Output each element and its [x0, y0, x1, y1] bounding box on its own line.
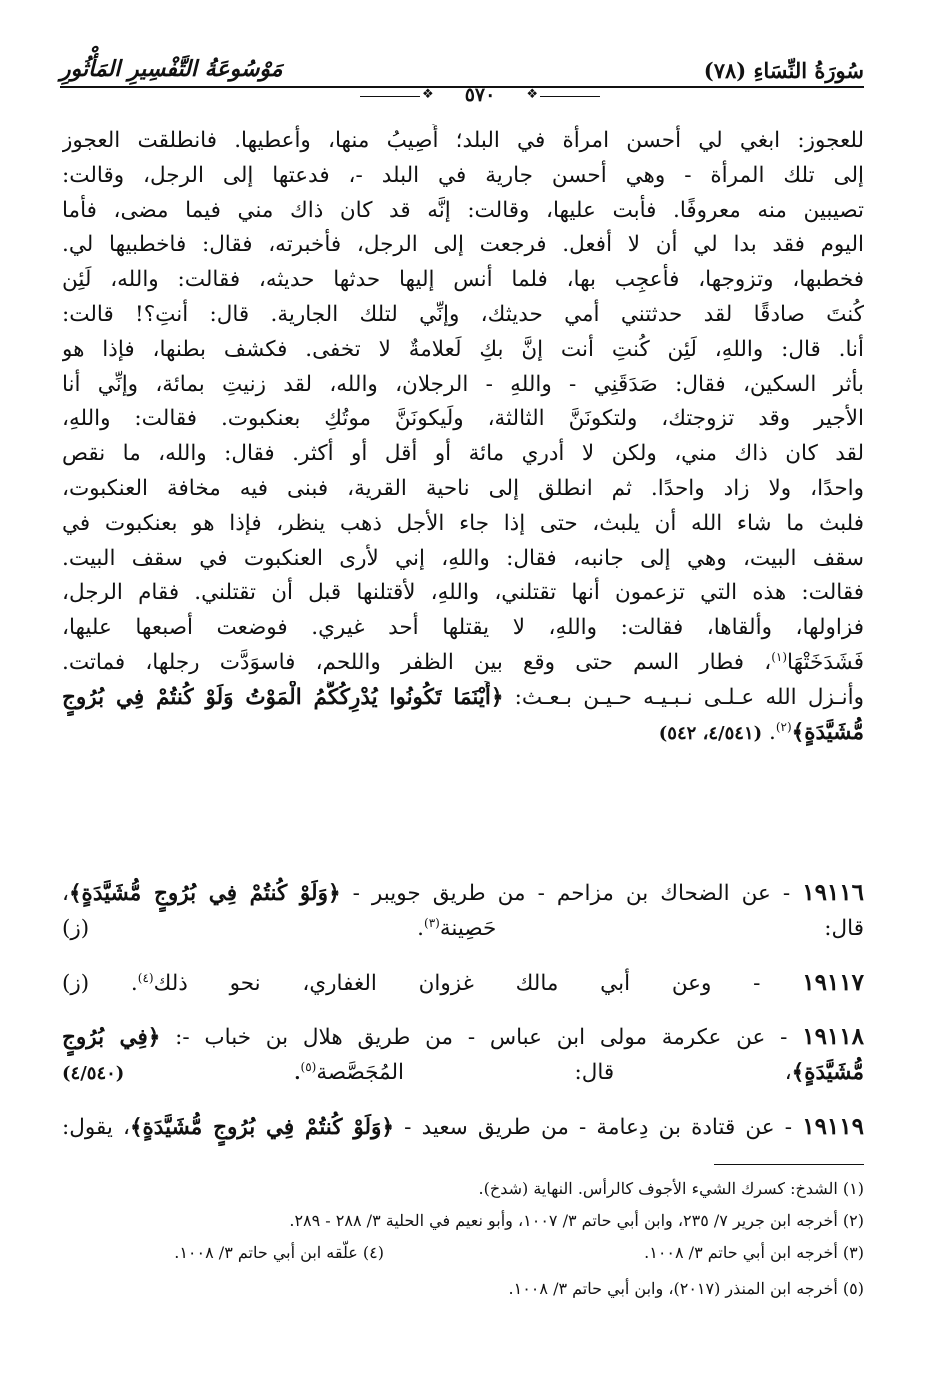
footnote-3: (٣) أخرجه ابن أبي حاتم ٣/ ١٠٠٨. [644, 1243, 864, 1262]
footnote-row-3-4 [62, 1238, 864, 1268]
entry-text: ، قال: المُجَصَّصة [316, 1059, 792, 1085]
quran-verse: ﴿فِي بُرُوجٍ [62, 1025, 161, 1050]
entry-text: - عن عكرمة مولى ابن عباس - من طريق هلال بن خباب -: [175, 1025, 788, 1050]
footnote-5: (٥) أخرجه ابن المنذر (٢٠١٧)، وابن أبي حاتم ٣/ ١٠٠٨. [508, 1279, 864, 1298]
footnote-2: (٢) أخرجه ابن جرير ٧/ ٢٣٥، وابن أبي حاتم ٣/ ١٠٠٧، وأبو نعيم في الحلية ٣/ ٢٨٨ - ٢٨٩. [289, 1211, 864, 1230]
entry-line [62, 876, 864, 912]
text-segment: وأنـزل الله عـلـى نـبـيـه حـيـن بـعـث: [514, 684, 864, 710]
entry-text: قال: حَصِينة [439, 915, 864, 941]
footnote-4: (٤) علّقه ابن أبي حاتم ٣/ ١٠٠٨. [174, 1243, 384, 1262]
quran-verse: مُّشَيَّدَةٍ﴾ [791, 1059, 864, 1085]
text-line: أنا. قال: واللهِ، لَئِن كُنتِ أنت إنَّ بكِ لَعلامةٌ لا تخفى. فكشف بطنها، فإذا هو [62, 336, 864, 362]
footnote-1: (١) الشدخ: كسرك الشيء الأجوف كالرأس. النهاية (شدخ). [478, 1179, 864, 1198]
footnote-ref-3: (٣) [424, 915, 440, 930]
entry-19118 [62, 1020, 864, 1092]
text-line: فلبث ما شاء الله أن يلبث، حتى إذا جاء الأجل ذهب ينظر، فإذا هو بعنكبوت في [62, 510, 864, 536]
text-line [62, 646, 864, 681]
source-code: . (ز) [62, 915, 425, 941]
entry-text: - عن الضحاك بن مزاحم - من طريق جويبر - [352, 881, 791, 906]
quran-verse: ﴿وَلَوْ كُنتُمْ فِي بُرُوجٍ مُّشَيَّدَةٍ﴾ [68, 881, 341, 906]
entry-number: ١٩١١٦ [802, 879, 864, 906]
text-line: فزاولها، وألقاها، فقالت: واللهِ، لا يقتلها أحد غيري. فوضعت أصبعها عليها، [62, 615, 864, 641]
word-shadakhat: فَشَدَخَتْهَا [787, 649, 864, 675]
entry-line [62, 1020, 864, 1056]
main-text [62, 124, 864, 751]
text-line: تصيبين منه معروفًا. فأبت عليها، وقالت: إنَّه قد كان ذاك مني فيما مضى، فأما [62, 197, 864, 223]
footnote-ref-4: (٤) [137, 970, 154, 985]
text-line: للعجوز: ابغي لي أحسن امرأة في البلد؛ أُصِيبُ منها، وأعطيها. فانطلقت العجوز [62, 128, 864, 153]
volume-page-reference: . (٤/٥٤٠) [62, 1062, 301, 1084]
text-line: فخطبها، وتزوجها، فأُعجِب بها، فلما أنس إليها حدثها حديثه، فقالت: والله، لَئِن [62, 267, 864, 293]
quran-verse: ﴿أَيْنَمَا تَكُونُوا يُدْرِكُكُّمُ الْمَوْتُ وَلَوْ كُنتُمْ فِي بُرُوجٍ [62, 684, 504, 710]
text-line: إلى تلك المرأة - وهي أحسن جارية في البلد -، فدعتها إلى الرجل، وقالت: [62, 162, 864, 188]
text-line: مُّشَيَّدَةٍ﴾$^{(٢)}$. (٤/٥٤١، ٥٤٢) [658, 719, 864, 745]
entry-number: ١٩١١٧ [802, 969, 864, 996]
footnote-ref-2: (٢) [775, 719, 792, 734]
text-line: واحدًا، ولا زاد واحدًا. ثم انطلق إلى ناحية القرية، فبنى فيه مخافة العنكبوت، [62, 475, 864, 501]
entry-line [62, 1110, 864, 1146]
text-line: لقد كان ذاك مني، ولكن لا أدري مائة أو أقل أو أكثر. فقال: والله، ما نقص [62, 441, 864, 467]
text-line: كُنتَ صادقًا لقد حدثتني أمي حديثك، وإنِّي لتلك الجارية. قال: أنتِ؟! قالت: [62, 301, 864, 327]
entry-19116 [62, 876, 864, 947]
page-number: ٥٧٠ [464, 84, 496, 106]
text-line: الأجير وقد تزوجتك، ولتكونَنَّ الثالثة، ولَيكونَنَّ موتُكِ بعنكبوت. فقالت: واللهِ، [62, 406, 864, 432]
source-code: . (ز) [62, 971, 138, 996]
ornament-line-left [360, 96, 420, 97]
page-number-block [360, 84, 600, 110]
entry-19117 [62, 966, 864, 1002]
volume-page-reference: (٤/٥٤١، ٥٤٢) [658, 722, 763, 744]
entry-number: ١٩١١٩ [802, 1113, 864, 1140]
running-header-surah: سُورَةُ النِّسَاءِ (٧٨) [703, 58, 864, 83]
comma: ، [62, 881, 69, 906]
text-line: فقالت: هذه التي تزعمون أنها تقتلني، واللهِ، لأقتلنها قبل أن تقتلني. فقام الرجل، [62, 580, 864, 606]
entry-number: ١٩١١٨ [802, 1023, 864, 1050]
text-line: سقف البيت، وهي إلى جانبه، فقال: واللهِ، إني لأرى العنكبوت في سقف البيت. [62, 545, 864, 571]
ornament-right-icon: ❖ [526, 87, 538, 102]
entry-line [62, 912, 864, 947]
entry-text: - عن قتادة بن دِعامة - من طريق سعيد - [404, 1115, 793, 1140]
entry-text: ، يقول: [62, 1115, 130, 1140]
text-line [62, 681, 864, 716]
quran-verse: مُّشَيَّدَةٍ﴾ [791, 719, 864, 745]
text-line: بأثر السكين، فقال: صَدَقَنِي - واللهِ - الرجلان، والله، لقد زنيتِ بمائة، وإنِّي أنا [62, 371, 864, 397]
entry-19119 [62, 1110, 864, 1146]
footnote-separator [714, 1164, 864, 1165]
entry-line [62, 1056, 864, 1092]
entry-text: - وعن أبي مالك غزوان الغفاري، نحو ذلك [153, 971, 761, 996]
entry-line [62, 966, 864, 1002]
text-segment: ، فطار السم حتى وقع بين الظفر واللحم، فاسوَدَّت رجلها، فماتت. [62, 649, 772, 675]
ornament-left-icon: ❖ [422, 87, 434, 102]
text-line: اليوم فقد بدا لي أن لا أفعل. فرجعت إلى الرجل، فأخبرته، فقال: فاخطبيها لي. [62, 232, 864, 258]
footnote-ref-1: (١) [771, 649, 788, 664]
running-header-series-title: مَوْسُوعَةُ التَّفْسِيرِ المَأْثُورِ [60, 56, 283, 82]
footnote-ref-5: (٥) [300, 1059, 317, 1074]
quran-verse: ﴿وَلَوْ كُنتُمْ فِي بُرُوجٍ مُّشَيَّدَةٍ﴾ [129, 1115, 394, 1140]
